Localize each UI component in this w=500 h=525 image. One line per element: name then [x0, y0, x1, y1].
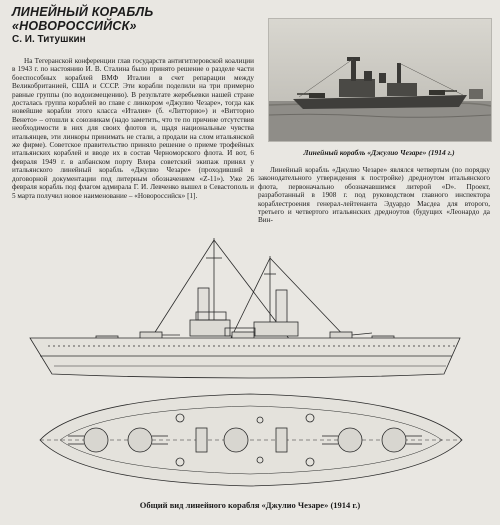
deck-plan-view: [40, 394, 462, 486]
battleship-photo: [268, 18, 492, 142]
side-profile-view: [30, 238, 460, 378]
right-paragraph: Линейный корабль «Джулио Чезаре» являлся четвертым (по порядку законодательного утверждения к постройке) дредноутом итальянского флота, первоначально обозначавшимся литерой «D». Проект, разработанный в 1908 г. под руководством главного инспектора кораблестроения генерал-лейтенанта Эдуардо Масдеа для второго, третьего и четвертого итальянских дредноутов (будущих «Леонардо да Вин-: [258, 166, 490, 225]
ship-drawing: [0, 228, 500, 496]
article-author: С. И. Титушкин: [12, 34, 86, 45]
article-left-column: [12, 57, 254, 200]
left-paragraph: На Тегеранской конференции глав государств антигитлеровской коалиции в 1943 г. по настоянию И. В. Сталина было принято решение о разделе части боеспособных кораблей ВМФ Италии в счет репарации между Великобританией, США и СССР. Эти корабли поделили на три примерно равные группы (по водоизмещению). В результате жеребьевки нашей стране досталась группа кораблей во главе с линкором «Джулио Чезаре», тогда как новейшие корабли этого класса «Италия» (б. «Литторио») и «Витторио Венето» – отошли к союзникам (надо заметить, что те по причине отсутствия необходимости в них для своих флотов и, щадя национальные чувства итальянцев, эти линкоры принимать не стали, а продали на слом итальянской же фирме). Советское правительство приняло решение о приеме трофейных итальянских кораблей и вводе их в состав Черноморского флота. И вот, 6 февраля 1949 г. в албанском порту Влера советский экипаж принял у итальянского линейный корабль «Джулио Чезаре» (проходивший в договорной документации под литерным обозначением «Z-11»). Уже 26 февраля корабль под флагом адмирала Г. И. Левченко вышел в Севастополь и 5 марта получил новое наименование – «Новороссийск» [1].: [12, 57, 254, 200]
article-title: ЛИНЕЙНЫЙ КОРАБЛЬ «НОВОРОССИЙСК»: [12, 5, 154, 33]
photo-caption: Линейный корабль «Джулио Чезаре» (1914 г.): [303, 148, 455, 157]
article-right-column: [258, 166, 490, 225]
drawing-caption: Общий вид линейного корабля «Джулио Чезаре» (1914 г.): [139, 500, 361, 510]
